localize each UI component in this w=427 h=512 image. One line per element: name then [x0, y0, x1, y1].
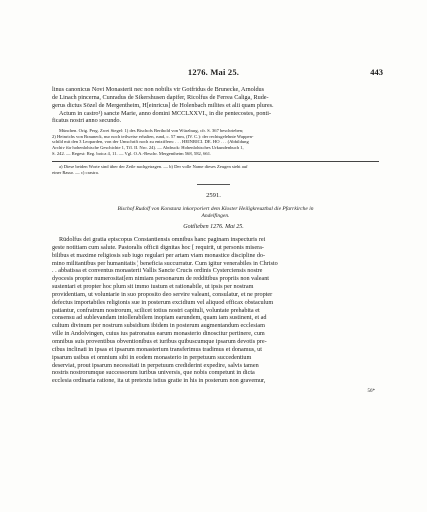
footnote-divider [52, 161, 379, 162]
note-line: 2) Heinrichs von Brauneck, nur noch teilweise erhalten, rund, c. 57 mm, (IV. C.): der rechtsgelehnte Wappen- [52, 133, 254, 139]
text-line: linus canonicus Novi Monasterii nec non nobilis vir Gotfridus de Brunecke, Arnoldus [52, 86, 265, 93]
note-line: schild mit den 3 Leoparden, von der Umschrift noch zu entziffern: . . . HEINRICI. DE. HO . . . (Abbildung [52, 139, 249, 145]
text-line: patiantur, confratrum nostrorum, scilicet totius nostri capituli, voluntate prehabita et [52, 306, 260, 314]
document-dating: Gottlieben 1276. Mai 25. [183, 224, 244, 230]
text-line: . . abbatissa et conventus monasterii Vallis Sancte Crucis ordinis Cysterciensis nostre [52, 267, 263, 275]
text-line: nostris nostrorumque successorum iuribus universis, que nobis competunt in dicta [52, 369, 255, 377]
text-line: cibus inclinati in ipsas et ipsarum monasterium transferimus tradimus et donamus, ut [52, 345, 262, 353]
sheet-signature-mark: 56* [367, 389, 375, 394]
text-line: bilibus et maxime religiosis sub iugo regulari per artam viam monastice discipline do- [52, 251, 266, 259]
footnote-line: a) Diese beiden Worte sind über der Zeile nachgetragen. — b) Der volle Name dieses Zeugen steht auf [59, 164, 248, 169]
document-regest [52, 206, 379, 220]
text-line: dyocesis propter numerositat[em nimiam personarum de redditibus propriis non valeant [52, 275, 270, 283]
text-line: geste notitiam cum salute. Pastoralis officii dignitas hoc [ requirit, ut personis misera- [52, 243, 264, 251]
text-line: defectus importabiles religionis sue in posterum excidium vel aliquod efficax obstaculum [52, 298, 274, 306]
text-line: gerus dictus Sōzel de Mergentheim, H[einricus] de Holenbach milites et alii quam plures. [52, 101, 274, 109]
document-number: 2591. [206, 192, 221, 199]
text-line: Rūdolfus dei gratia episcopus Constantiensis omnibus hanc paginam inspecturis rei [59, 236, 266, 243]
charter-text [52, 236, 379, 385]
text-line: ficatus nostri anno secundo. [52, 117, 122, 125]
page-number: 443 [370, 67, 383, 77]
footnotes [52, 164, 379, 175]
note-line: Archiv für hohenlohische Geschichte 1, Tfl. II. Nro. 24). — Abdruck: Hohenlohisches Urkundenbuch 1, [52, 145, 244, 151]
text-line: ecclesia ordinaria ratione, ita ut pretextu istius gratie in his in posterum non gravemur, [52, 377, 266, 385]
regest-line: Bischof Rudolf von Konstanz inkorporiert dem Kloster Heiligkreuzthal die Pfarrkirche in [117, 206, 314, 212]
footnote-line: einer Rasur. — c) crastra. [52, 169, 99, 175]
text-line: Actum in castro¹) sancte Marie, anno domini MCCLXXVI., in die pentecostes, ponti- [59, 109, 272, 117]
text-line: providentiam, ut voluntarie in suo proposito deo servire valeant, consulatur, et ne propter [52, 290, 273, 298]
note-line: S. 242. — Regest: Reg. boica 4, 11. — Vgl. O.A.-Beschr. Mergentheim 568, 582, 661. [52, 150, 212, 156]
page-header [0, 67, 427, 79]
text-line: sustentari et propter hoc plum sit immo iustum et rationabile, ut ipsis per nostram [52, 283, 254, 291]
note-line: München. Orig. Perg. Zwei Siegel: 1) des Bischofs Berthold von Würzburg, cfr. S. 367 beschrieben; [59, 128, 244, 133]
regest-line: Andelfingen. [201, 212, 230, 219]
witness-list-text [52, 86, 379, 125]
text-line: omnibus suis proventibus obventionibus et iuribus quibuscumque ipsarum devotis pre- [52, 337, 267, 345]
header-date: 1276. Mai 25. [187, 67, 240, 77]
text-line: ipsarum usibus et omnium sibi in eodem monasterio in perpetuum succedentium [52, 353, 252, 361]
text-line: ville in Andolvingen, cuius ius patronatus earum monasterio dinoscitur pertinere, cum [52, 330, 265, 338]
section-divider [197, 184, 230, 185]
source-note [52, 128, 379, 157]
text-line: cultum divinum per nostrum subsidium ibidem in posterum augmentandum ecclesiam [52, 322, 265, 330]
text-line: de Linach pincerna, Cunradus de Sikershusen dapifer, Ricolfus de Ferrea Caliga, Rude- [52, 93, 269, 101]
text-line: deserviat, prout ipsarum necessitati in perpetuum crediderint expedire, salvis tamen [52, 361, 259, 369]
text-line: consensu ad sublevandam intollerabilem inopiam earundem, quam iam sustinent, et ad [52, 314, 267, 322]
text-line: mino militantibus per humanitatis ¦ beneficia succurratur. Cum igitur venerabiles in Christo [52, 259, 278, 267]
